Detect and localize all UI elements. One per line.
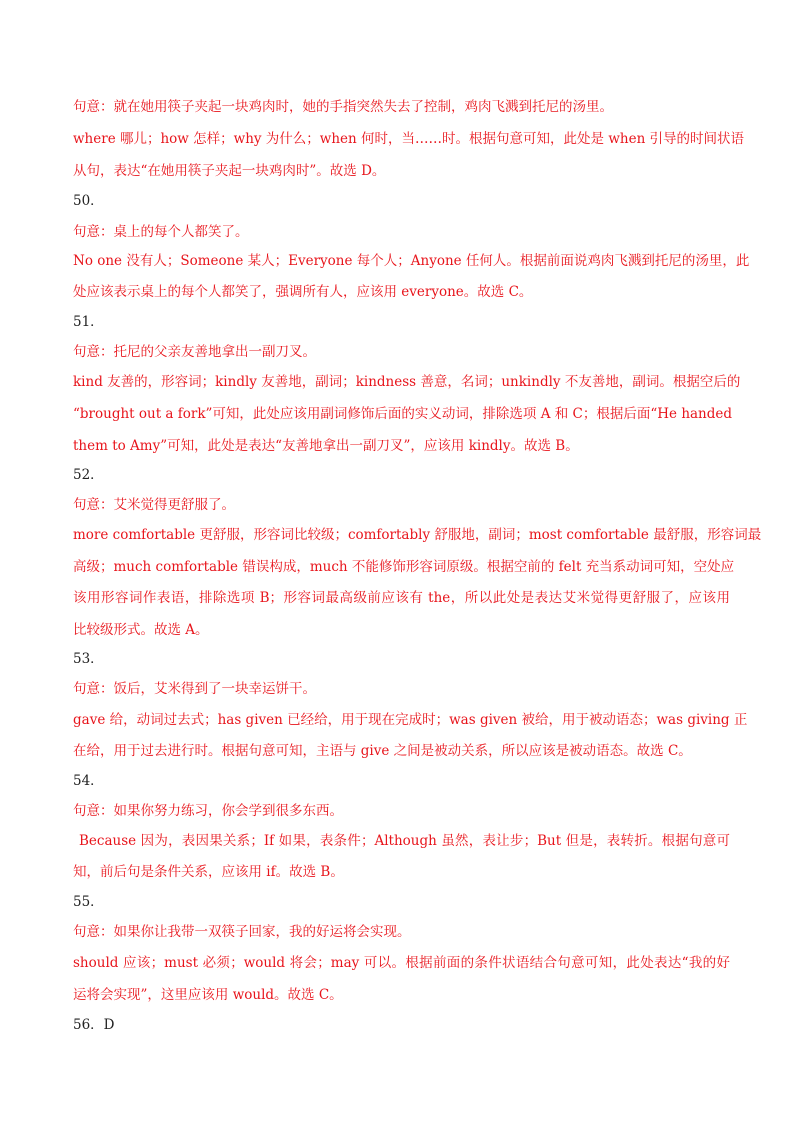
- q55-analysis-line-2: 运将会实现”，这里应该用 would。故选 C。: [73, 987, 343, 1003]
- q56-answer: 56．D: [73, 1017, 115, 1033]
- q51-analysis-line-2: “brought out a fork”可知，此处应该用副词修饰后面的实义动词，排除选项 A 和 C；根据后面“He handed: [73, 406, 733, 422]
- q54-meaning: 句意：如果你努力练习，你会学到很多东西。: [73, 803, 343, 819]
- q51-meaning: 句意：托尼的父亲友善地拿出一副刀叉。: [73, 344, 316, 360]
- q53-number: 53．: [73, 651, 104, 667]
- q51-analysis-line-1: kind 友善的，形容词；kindly 友善地，副词；kindness 善意，名词；unkindly 不友善地，副词。根据空后的: [73, 374, 741, 390]
- q54-analysis-line-1: Because 因为，表因果关系；If 如果，表条件；Although 虽然，表让步；But 但是，表转折。根据句意可: [79, 833, 730, 849]
- q52-analysis-line-4: 比较级形式。故选 A。: [73, 622, 209, 638]
- q50-analysis-line-2: 处应该表示桌上的每个人都笑了，强调所有人，应该用 everyone。故选 C。: [73, 284, 533, 300]
- q51-number: 51．: [73, 314, 104, 330]
- q55-meaning: 句意：如果你让我带一双筷子回家，我的好运将会实现。: [73, 924, 411, 940]
- q51-analysis-line-3: them to Amy”可知，此处是表达“友善地拿出一副刀叉”，应该用 kindly。故选 B。: [73, 438, 579, 454]
- q52-analysis-line-2: 高级；much comfortable 错误构成，much 不能修饰形容词原级。根据空前的 felt 充当系动词可知，空处应: [73, 559, 735, 575]
- q50-number: 50．: [73, 193, 104, 209]
- q49-meaning: 句意：就在她用筷子夹起一块鸡肉时，她的手指突然失去了控制，鸡肉飞溅到托尼的汤里。: [73, 99, 613, 115]
- q52-analysis-line-1: more comfortable 更舒服，形容词比较级；comfortably 舒服地，副词；most comfortable 最舒服，形容词最: [73, 527, 762, 543]
- q50-meaning: 句意：桌上的每个人都笑了。: [73, 224, 249, 240]
- q49-analysis-line-1: where 哪儿；how 怎样；why 为什么；when 何时，当……时。根据句意可知，此处是 when 引导的时间状语: [73, 131, 745, 147]
- q50-analysis-line-1: No one 没有人；Someone 某人；Everyone 每个人；Anyone 任何人。根据前面说鸡肉飞溅到托尼的汤里，此: [73, 253, 750, 269]
- q53-analysis-line-2: 在给，用于过去进行时。根据句意可知，主语与 give 之间是被动关系，所以应该是被动语态。故选 C。: [73, 743, 692, 759]
- q52-analysis-line-3: 该用形容词作表语，排除选项 B；形容词最高级前应该有 the，所以此处是表达艾米觉得更舒服了，应该用: [73, 590, 730, 606]
- q53-analysis-line-1: gave 给，动词过去式；has given 已经给，用于现在完成时；was given 被给，用于被动语态；was giving 正: [73, 712, 748, 728]
- q55-analysis-line-1: should 应该；must 必须；would 将会；may 可以。根据前面的条件状语结合句意可知，此处表达“我的好: [73, 955, 730, 971]
- q54-analysis-line-2: 知，前后句是条件关系，应该用 if。故选 B。: [73, 864, 344, 880]
- q49-analysis-line-2: 从句，表达“在她用筷子夹起一块鸡肉时”。故选 D。: [73, 163, 386, 179]
- q54-number: 54．: [73, 773, 104, 789]
- q53-meaning: 句意：饭后，艾米得到了一块幸运饼干。: [73, 681, 316, 697]
- q55-number: 55．: [73, 894, 104, 910]
- q52-meaning: 句意：艾米觉得更舒服了。: [73, 497, 235, 513]
- q52-number: 52．: [73, 467, 104, 483]
